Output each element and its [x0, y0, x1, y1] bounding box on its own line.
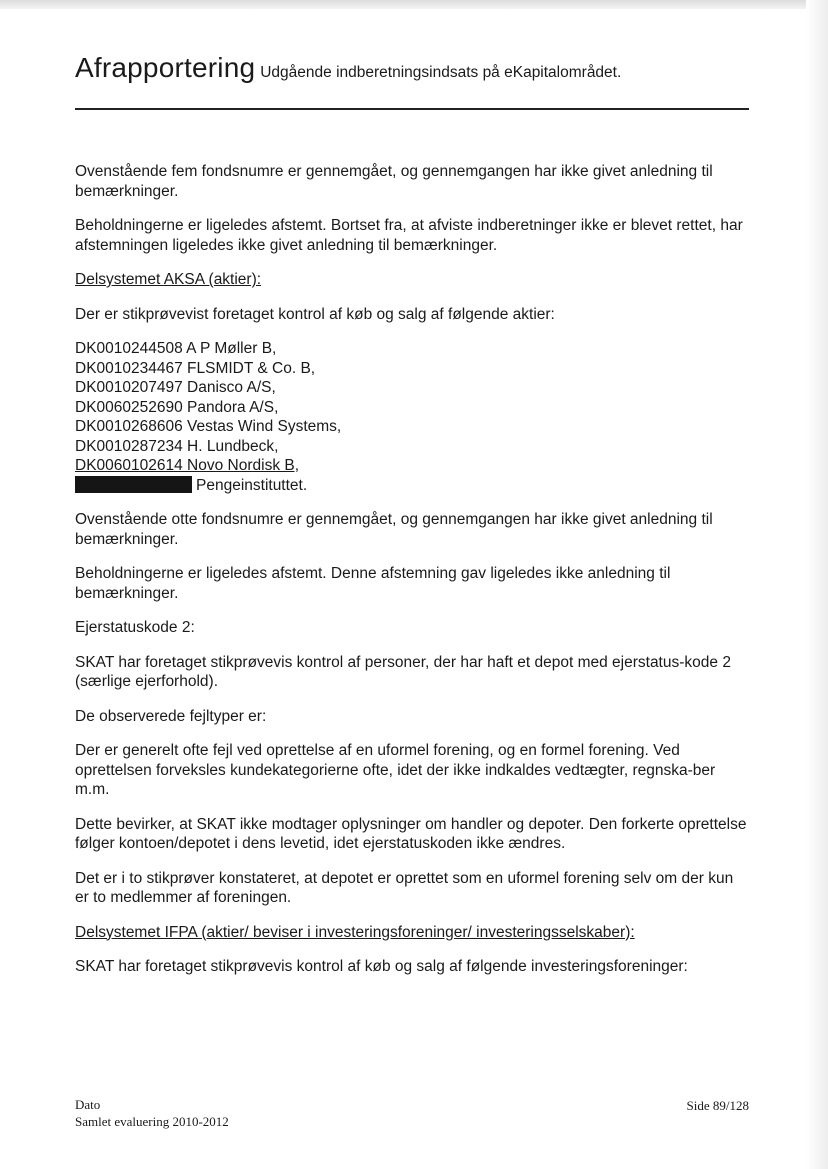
paragraph: Ovenstående otte fondsnumre er gennemgået, og gennemgangen har ikke givet anledning til bemærkninger. — [75, 511, 713, 548]
share-list — [75, 339, 751, 495]
paragraph: Beholdningerne er ligeledes afstemt. Bortset fra, at afviste indberetninger ikke er blevet rettet, har afstemningen ligeledes ikke givet anledning til bemærkninger. — [75, 217, 743, 254]
list-item: DK0060102614 Novo Nordisk B, — [75, 457, 300, 474]
paragraph: Ovenstående fem fondsnumre er gennemgået, og gennemgangen har ikke givet anledning til bemærkninger. — [75, 163, 713, 200]
list-item: DK0060252690 Pandora A/S, — [75, 398, 279, 416]
header-divider — [75, 108, 749, 110]
paragraph: SKAT har foretaget stikprøvevis kontrol af personer, der har haft et depot med ejerstatus-kode 2 (særlige ejerforhold). — [75, 653, 731, 690]
paragraph: Ejerstatuskode 2: — [75, 619, 195, 636]
footer-date-label: Dato — [75, 1097, 101, 1112]
paragraph: Der er stikprøvevist foretaget kontrol af køb og salg af følgende aktier: — [75, 305, 555, 323]
page-footer-left — [75, 1096, 229, 1130]
list-item: DK0010287234 H. Lundbeck, — [75, 437, 279, 455]
paragraph: Beholdningerne er ligeledes afstemt. Denne afstemning gav ligeledes ikke anledning til bemærkninger. — [75, 565, 671, 602]
list-item: DK0010207497 Danisco A/S, — [75, 379, 276, 396]
scan-edge-top — [0, 0, 828, 9]
scan-edge-right — [806, 0, 828, 1169]
paragraph: Dette bevirker, at SKAT ikke modtager oplysninger om handler og depoter. Den forkerte oprettelse følger kontoen/depotet i dens levetid, idet ejerstatuskoden ikke ændres. — [75, 815, 747, 852]
redaction-block — [75, 476, 192, 493]
page-subtitle: Udgående indberetningsindsats på eKapitalområdet. — [260, 64, 622, 81]
page-number: Side 89/128 — [686, 1098, 749, 1113]
page-header — [75, 52, 755, 84]
page-title: Afrapportering — [75, 52, 256, 83]
section-heading-ifpa: Delsystemet IFPA (aktier/ beviser i investeringsforeninger/ investeringsselskaber): — [75, 923, 635, 941]
footer-report-name: Samlet evaluering 2010-2012 — [75, 1114, 229, 1129]
document-body — [75, 162, 751, 992]
paragraph: SKAT har foretaget stikprøvevis kontrol af køb og salg af følgende investeringsforeninger: — [75, 958, 688, 975]
redacted-item-label: Pengeinstituttet. — [196, 476, 308, 494]
section-heading-aksa: Delsystemet AKSA (aktier): — [75, 271, 262, 288]
list-item: DK0010234467 FLSMIDT & Co. B, — [75, 359, 316, 377]
paragraph: Det er i to stikprøver konstateret, at depotet er oprettet som en uformel forening selv om der kun er to medlemmer af foreningen. — [75, 869, 734, 906]
paragraph: De observerede fejltyper er: — [75, 707, 267, 725]
list-item: DK0010244508 A P Møller B, — [75, 340, 277, 357]
list-item-redacted — [75, 476, 751, 496]
list-item: DK0010268606 Vestas Wind Systems, — [75, 418, 342, 435]
paragraph: Der er generelt ofte fejl ved oprettelse af en uformel forening, og en formel forening. Ved oprettelsen forveksles kundekategorierne ofte, idet der ikke indkaldes vedtægter, regnska-ber m.m. — [75, 742, 716, 798]
